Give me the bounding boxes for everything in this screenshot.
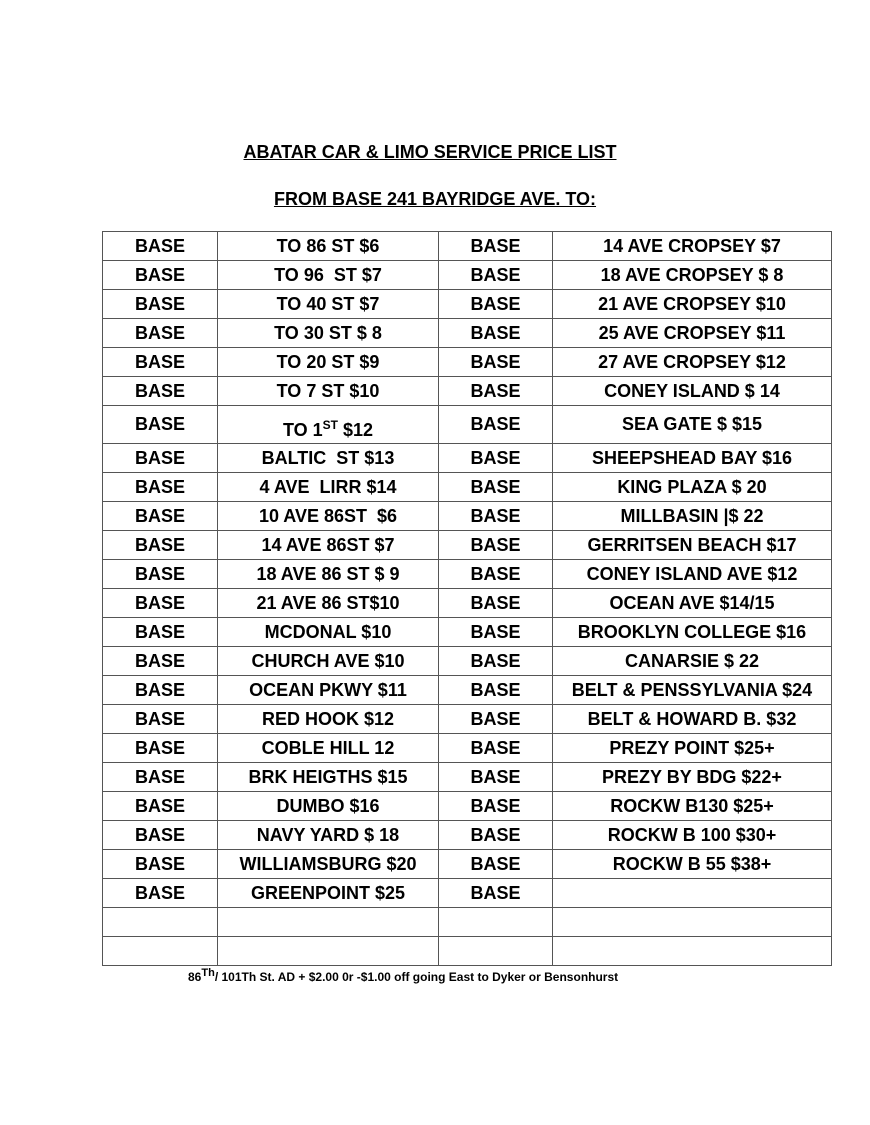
destination-cell-left — [218, 908, 439, 937]
base-cell-left: BASE — [103, 444, 218, 473]
destination-cell-right — [553, 908, 832, 937]
base-cell-left: BASE — [103, 406, 218, 444]
base-cell-left: BASE — [103, 734, 218, 763]
table-row — [103, 444, 832, 473]
table-row — [103, 502, 832, 531]
table-row — [103, 676, 832, 705]
destination-cell-right: MILLBASIN |$ 22 — [553, 502, 832, 531]
destination-cell-left: 4 AVE LIRR $14 — [218, 473, 439, 502]
base-cell-left: BASE — [103, 850, 218, 879]
base-cell-right: BASE — [439, 647, 553, 676]
destination-cell-right: PREZY POINT $25+ — [553, 734, 832, 763]
footnote-text: / 101Th St. AD + $2.00 0r -$1.00 off going East to Dyker or Bensonhurst — [214, 970, 619, 984]
base-cell-left — [103, 937, 218, 966]
destination-cell-left: BALTIC ST $13 — [218, 444, 439, 473]
base-cell-left: BASE — [103, 676, 218, 705]
table-row — [103, 377, 832, 406]
table-row — [103, 821, 832, 850]
base-cell-right: BASE — [439, 348, 553, 377]
destination-cell-right: BROOKLYN COLLEGE $16 — [553, 618, 832, 647]
price-table-body — [103, 232, 832, 966]
destination-cell-right — [553, 879, 832, 908]
destination-cell-left — [218, 406, 439, 444]
table-row — [103, 647, 832, 676]
destination-cell-right — [553, 937, 832, 966]
base-cell-left: BASE — [103, 261, 218, 290]
table-row — [103, 589, 832, 618]
destination-cell-right: CONEY ISLAND $ 14 — [553, 377, 832, 406]
destination-cell-left: MCDONAL $10 — [218, 618, 439, 647]
base-cell-right — [439, 908, 553, 937]
base-cell-left: BASE — [103, 879, 218, 908]
base-cell-right: BASE — [439, 821, 553, 850]
table-row — [103, 232, 832, 261]
destination-cell-left: COBLE HILL 12 — [218, 734, 439, 763]
table-row — [103, 406, 832, 444]
destination-cell-left: BRK HEIGTHS $15 — [218, 763, 439, 792]
base-cell-left: BASE — [103, 232, 218, 261]
destination-superscript: ST — [322, 418, 338, 432]
table-row — [103, 792, 832, 821]
destination-cell-right: SHEEPSHEAD BAY $16 — [553, 444, 832, 473]
destination-cell-left: TO 20 ST $9 — [218, 348, 439, 377]
destination-cell-left: GREENPOINT $25 — [218, 879, 439, 908]
table-row — [103, 531, 832, 560]
base-cell-right: BASE — [439, 531, 553, 560]
base-cell-right: BASE — [439, 734, 553, 763]
base-cell-left — [103, 908, 218, 937]
destination-cell-right: ROCKW B 100 $30+ — [553, 821, 832, 850]
base-cell-left: BASE — [103, 647, 218, 676]
destination-cell-left: TO 96 ST $7 — [218, 261, 439, 290]
base-cell-right: BASE — [439, 705, 553, 734]
base-cell-left: BASE — [103, 473, 218, 502]
table-row — [103, 261, 832, 290]
base-cell-left: BASE — [103, 348, 218, 377]
base-cell-left: BASE — [103, 763, 218, 792]
destination-cell-right: 21 AVE CROPSEY $10 — [553, 290, 832, 319]
table-row — [103, 937, 832, 966]
table-row — [103, 560, 832, 589]
base-cell-left: BASE — [103, 589, 218, 618]
base-cell-right: BASE — [439, 261, 553, 290]
table-row — [103, 705, 832, 734]
page-title — [0, 142, 870, 163]
base-cell-left: BASE — [103, 560, 218, 589]
destination-cell-right: SEA GATE $ $15 — [553, 406, 832, 444]
table-row — [103, 290, 832, 319]
destination-cell-right: PREZY BY BDG $22+ — [553, 763, 832, 792]
destination-cell-left: TO 40 ST $7 — [218, 290, 439, 319]
base-cell-right: BASE — [439, 406, 553, 444]
subtitle-text: FROM BASE 241 BAYRIDGE AVE. TO: — [273, 189, 597, 209]
base-cell-right: BASE — [439, 290, 553, 319]
table-row — [103, 319, 832, 348]
footnote — [188, 967, 619, 984]
destination-cell-left: 21 AVE 86 ST$10 — [218, 589, 439, 618]
price-table — [102, 231, 832, 966]
destination-cell-left: TO 86 ST $6 — [218, 232, 439, 261]
destination-cell-left: RED HOOK $12 — [218, 705, 439, 734]
footnote-superscript: Th — [201, 967, 215, 979]
base-cell-right: BASE — [439, 763, 553, 792]
table-row — [103, 348, 832, 377]
destination-cell-right: 25 AVE CROPSEY $11 — [553, 319, 832, 348]
page-subtitle — [0, 189, 870, 210]
destination-cell-left: 10 AVE 86ST $6 — [218, 502, 439, 531]
destination-cell-left: 18 AVE 86 ST $ 9 — [218, 560, 439, 589]
table-row — [103, 908, 832, 937]
destination-cell-left: WILLIAMSBURG $20 — [218, 850, 439, 879]
destination-cell-right: 14 AVE CROPSEY $7 — [553, 232, 832, 261]
destination-cell-left: TO 30 ST $ 8 — [218, 319, 439, 348]
base-cell-right: BASE — [439, 589, 553, 618]
destination-cell-right: ROCKW B130 $25+ — [553, 792, 832, 821]
base-cell-left: BASE — [103, 290, 218, 319]
destination-cell-left: OCEAN PKWY $11 — [218, 676, 439, 705]
base-cell-right: BASE — [439, 502, 553, 531]
base-cell-right: BASE — [439, 560, 553, 589]
base-cell-right — [439, 937, 553, 966]
destination-cell-left — [218, 937, 439, 966]
destination-cell-right: BELT & HOWARD B. $32 — [553, 705, 832, 734]
footnote-number: 86 — [188, 970, 202, 984]
destination-cell-left: TO 7 ST $10 — [218, 377, 439, 406]
destination-cell-right: 18 AVE CROPSEY $ 8 — [553, 261, 832, 290]
destination-cell-left: NAVY YARD $ 18 — [218, 821, 439, 850]
title-text: ABATAR CAR & LIMO SERVICE PRICE LIST — [243, 142, 617, 162]
table-row — [103, 879, 832, 908]
base-cell-right: BASE — [439, 879, 553, 908]
base-cell-left: BASE — [103, 502, 218, 531]
destination-cell-right: CONEY ISLAND AVE $12 — [553, 560, 832, 589]
base-cell-right: BASE — [439, 850, 553, 879]
base-cell-left: BASE — [103, 705, 218, 734]
base-cell-right: BASE — [439, 676, 553, 705]
destination-cell-left: DUMBO $16 — [218, 792, 439, 821]
base-cell-right: BASE — [439, 377, 553, 406]
base-cell-right: BASE — [439, 232, 553, 261]
base-cell-left: BASE — [103, 377, 218, 406]
destination-cell-right: BELT & PENSSYLVANIA $24 — [553, 676, 832, 705]
destination-cell-left: 14 AVE 86ST $7 — [218, 531, 439, 560]
destination-cell-right: 27 AVE CROPSEY $12 — [553, 348, 832, 377]
destination-cell-right: KING PLAZA $ 20 — [553, 473, 832, 502]
destination-cell-left: CHURCH AVE $10 — [218, 647, 439, 676]
table-row — [103, 734, 832, 763]
destination-text: TO 1 — [282, 420, 323, 440]
base-cell-left: BASE — [103, 618, 218, 647]
base-cell-right: BASE — [439, 444, 553, 473]
base-cell-right: BASE — [439, 319, 553, 348]
destination-cell-right: ROCKW B 55 $38+ — [553, 850, 832, 879]
table-row — [103, 763, 832, 792]
base-cell-left: BASE — [103, 792, 218, 821]
base-cell-right: BASE — [439, 618, 553, 647]
destination-price: $12 — [337, 420, 374, 440]
base-cell-left: BASE — [103, 319, 218, 348]
destination-cell-right: OCEAN AVE $14/15 — [553, 589, 832, 618]
destination-cell-right: GERRITSEN BEACH $17 — [553, 531, 832, 560]
table-row — [103, 473, 832, 502]
base-cell-left: BASE — [103, 531, 218, 560]
destination-cell-right: CANARSIE $ 22 — [553, 647, 832, 676]
base-cell-right: BASE — [439, 792, 553, 821]
table-row — [103, 850, 832, 879]
base-cell-left: BASE — [103, 821, 218, 850]
base-cell-right: BASE — [439, 473, 553, 502]
table-row — [103, 618, 832, 647]
